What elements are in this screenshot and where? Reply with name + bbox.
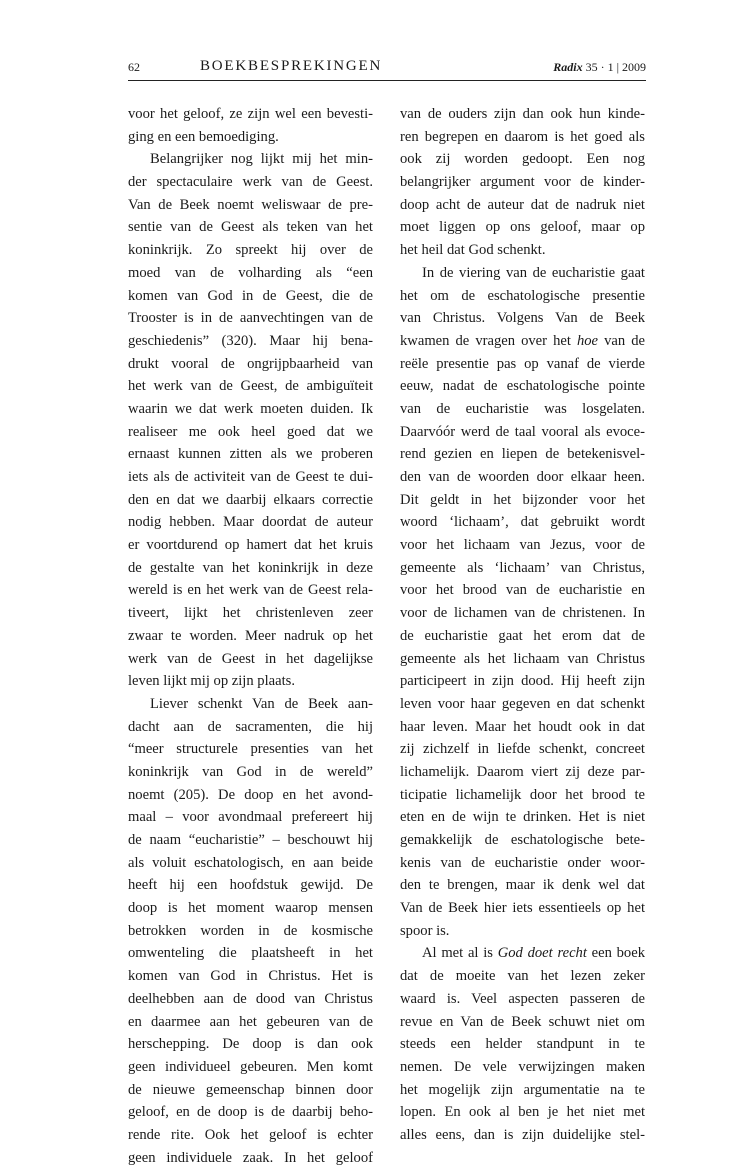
- text-line: den van de woorden door elkaar heen.: [400, 469, 645, 485]
- right-text-column: [400, 103, 645, 1147]
- text-line: voor het brood van de eucharistie en: [400, 582, 645, 599]
- text-line: “meer structurele presenties van het: [128, 741, 373, 758]
- text-line: ook zij worden gedoopt. Een nog: [400, 151, 645, 168]
- text-line: den te brengen, maar ik denk wel dat: [400, 877, 645, 894]
- text-fragment: kwamen de vragen over het: [400, 332, 577, 349]
- text-line: moed van de volharding als “een: [128, 264, 373, 281]
- text-line: Trooster is in de aanvechtingen van de: [128, 310, 373, 327]
- text-line: dat de moeite van het lezen zeker: [400, 968, 645, 985]
- text-line: deelhebben aan de dood van Christus: [128, 990, 373, 1007]
- text-line: rende rite. Ook het geloof is echter: [128, 1126, 373, 1143]
- text-line: koninkrijk van God in de wereld”: [128, 763, 373, 780]
- text-line: Dit geldt in het bijzonder voor het: [400, 491, 645, 508]
- text-line: [400, 942, 645, 965]
- text-line: ernaast kunnen zitten als we proberen: [128, 446, 373, 463]
- text-line: eten en de wijn te drinken. Het is niet: [400, 809, 645, 826]
- text-line: revue en Van de Beek schuwt niet om: [400, 1013, 645, 1030]
- text-line: In de viering van de eucharistie gaat: [422, 264, 645, 281]
- text-line: de nieuwe gemeenschap binnen door: [128, 1081, 373, 1098]
- text-line: sentie van de Geest als teken van het: [128, 219, 373, 236]
- text-line: lichamelijk. Daarom viert zij deze par-: [400, 763, 645, 780]
- text-line: maal – voor avondmaal prefereert hij: [128, 809, 373, 826]
- text-line: koninkrijk. Zo spreekt hij over de: [128, 242, 373, 259]
- page-number: 62: [128, 60, 140, 74]
- text-line: iets als de activiteit van de Geest te dui-: [128, 469, 373, 485]
- journal-name: Radix: [553, 60, 583, 74]
- text-line: dacht aan de sacramenten, die hij: [128, 718, 373, 735]
- text-line: Van de Beek hier iets essentieels op het: [400, 900, 645, 917]
- text-line: en daarmee aan het gebeuren van de: [128, 1013, 373, 1030]
- text-line: doop is het moment waarop mensen: [128, 900, 373, 917]
- text-line: het mogelijk zijn argumentatie na te: [400, 1081, 645, 1098]
- text-line: de naam “eucharistie” – beschouwt hij: [128, 832, 373, 848]
- text-line: zij zichzelf in liefde schenkt, concreet: [400, 741, 645, 758]
- text-line: realiseer me ook heel goed dat we: [128, 423, 373, 440]
- text-line: van Christus. Volgens Van de Beek: [400, 310, 645, 327]
- text-line: rend gezien en liepen de betekenisvel-: [400, 446, 645, 463]
- text-line: drukt vooral de ongrijpbaarheid van: [128, 355, 373, 372]
- text-line: waard is. Veel aspecten passeren de: [400, 990, 645, 1007]
- text-fragment: een boek: [586, 945, 645, 962]
- running-header: [128, 58, 646, 81]
- text-line: lopen. En ook al ben je het niet met: [400, 1104, 645, 1121]
- text-line: wereld is en het werk van de Geest rela-: [128, 582, 373, 599]
- text-line: Daarvóór werd de taal vooral als evoce-: [400, 423, 645, 440]
- text-line: ren begrepen en daarom is het goed als: [400, 128, 645, 145]
- text-line: voor de lichamen van de christenen. In: [400, 605, 645, 622]
- text-line: nemen. De vele verwijzingen maken: [400, 1058, 645, 1075]
- text-line: er voortdurend op hamert dat het kruis: [128, 537, 373, 554]
- section-title: BOEKBESPREKINGEN: [200, 58, 383, 74]
- text-line: participeert in zijn dood. Hij heeft zijn: [400, 673, 645, 690]
- text-line: de gestalte van het koninkrijk in deze: [128, 559, 373, 576]
- text-line: gemeente als het lichaam van Christus: [400, 650, 645, 667]
- text-line: het heil dat God schenkt.: [400, 242, 546, 259]
- left-text-column: [128, 103, 373, 1169]
- text-line: ging en een bemoediging.: [128, 128, 279, 145]
- text-line: waarin we dat werk moeten duiden. Ik: [128, 400, 373, 417]
- text-line: tiveert, lijkt het christenleven zeer: [128, 605, 373, 622]
- text-line: reële presentie pas op vanaf de vierde: [400, 355, 645, 372]
- text-line: Liever schenkt Van de Beek aan-: [150, 695, 373, 712]
- text-line: woord ‘lichaam’, dat gebruikt wordt: [400, 514, 645, 531]
- text-line: Van de Beek noemt weliswaar de pre-: [128, 196, 373, 213]
- text-line: betrokken worden in de kosmische: [128, 922, 373, 939]
- text-line: [400, 330, 645, 353]
- text-line: steeds een helder standpunt in te: [400, 1036, 645, 1053]
- text-line: leven voor haar gegeven en dat schenkt: [400, 695, 645, 712]
- text-line: belangrijker argument voor de kinder-: [400, 174, 645, 191]
- text-line: geschiedenis” (320). Maar hij bena-: [128, 332, 373, 349]
- italic-phrase: God doet recht: [497, 945, 587, 962]
- text-line: werk van de Geest in het dagelijkse: [128, 650, 373, 667]
- text-line: geen individueel gebeuren. Men komt: [128, 1058, 373, 1075]
- text-line: noemt (205). De doop en het avond-: [128, 786, 373, 803]
- text-line: alles eens, dan is zijn duidelijke stel-: [400, 1126, 645, 1143]
- text-line: omwenteling die plaatsheeft in het: [128, 945, 373, 962]
- text-line: voor het geloof, ze zijn wel een bevesti-: [128, 106, 373, 122]
- journal-issue: 35 · 1 | 2009: [585, 60, 646, 74]
- text-line: der spectaculaire werk van de Geest.: [128, 174, 373, 191]
- text-line: eeuw, nadat de eschatologische pointe: [400, 378, 645, 395]
- text-line: geloof, en de doop is de daarbij beho-: [128, 1104, 373, 1121]
- text-line: herschepping. De doop is dan ook: [128, 1036, 373, 1053]
- text-line: moet liggen op ons geloof, maar op: [400, 219, 645, 236]
- text-line: den en dat we daarbij elkaars correctie: [128, 491, 373, 508]
- journal-citation: [553, 60, 646, 75]
- text-line: van de ouders zijn dan ook hun kinde-: [400, 106, 645, 122]
- text-line: nodig hebben. Maar doordat de auteur: [128, 514, 373, 531]
- text-line: als voluit eschatologisch, en aan beide: [128, 854, 373, 871]
- text-line: gemeente als ‘lichaam’ van Christus,: [400, 559, 645, 576]
- text-line: gemakkelijk de eschatologische bete-: [400, 832, 645, 848]
- text-line: zwaar te worden. Meer nadruk op het: [128, 627, 373, 644]
- text-line: spoor is.: [400, 922, 450, 939]
- text-line: ticipatie lichamelijk door het brood te: [400, 786, 645, 803]
- text-fragment: van de: [598, 332, 645, 349]
- text-line: haar leven. Maar het houdt ook in dat: [400, 718, 645, 735]
- text-line: van de eucharistie was losgelaten.: [400, 400, 645, 417]
- text-fragment: Al met al is: [422, 945, 498, 962]
- text-line: heeft hij een hoofdstuk gewijd. De: [128, 877, 373, 894]
- text-line: doop acht de auteur dat de nadruk niet: [400, 196, 645, 213]
- text-line: het om de eschatologische presentie: [400, 287, 645, 304]
- text-line: voor het lichaam van Jezus, voor de: [400, 537, 645, 554]
- text-line: leven lijkt mij op zijn plaats.: [128, 673, 295, 690]
- text-line: het werk van de Geest, de ambiguïteit: [128, 378, 373, 395]
- text-line: komen van God in de Geest, die de: [128, 287, 373, 304]
- text-line: kenis van de eucharistie onder woor-: [400, 854, 645, 871]
- text-line: geen individuele zaak. In het geloof: [128, 1149, 373, 1166]
- text-line: Belangrijker nog lijkt mij het min-: [150, 151, 373, 168]
- text-line: komen van God in Christus. Het is: [128, 968, 373, 985]
- italic-phrase: hoe: [576, 332, 599, 349]
- text-line: de eucharistie gaat het erom dat de: [400, 627, 645, 644]
